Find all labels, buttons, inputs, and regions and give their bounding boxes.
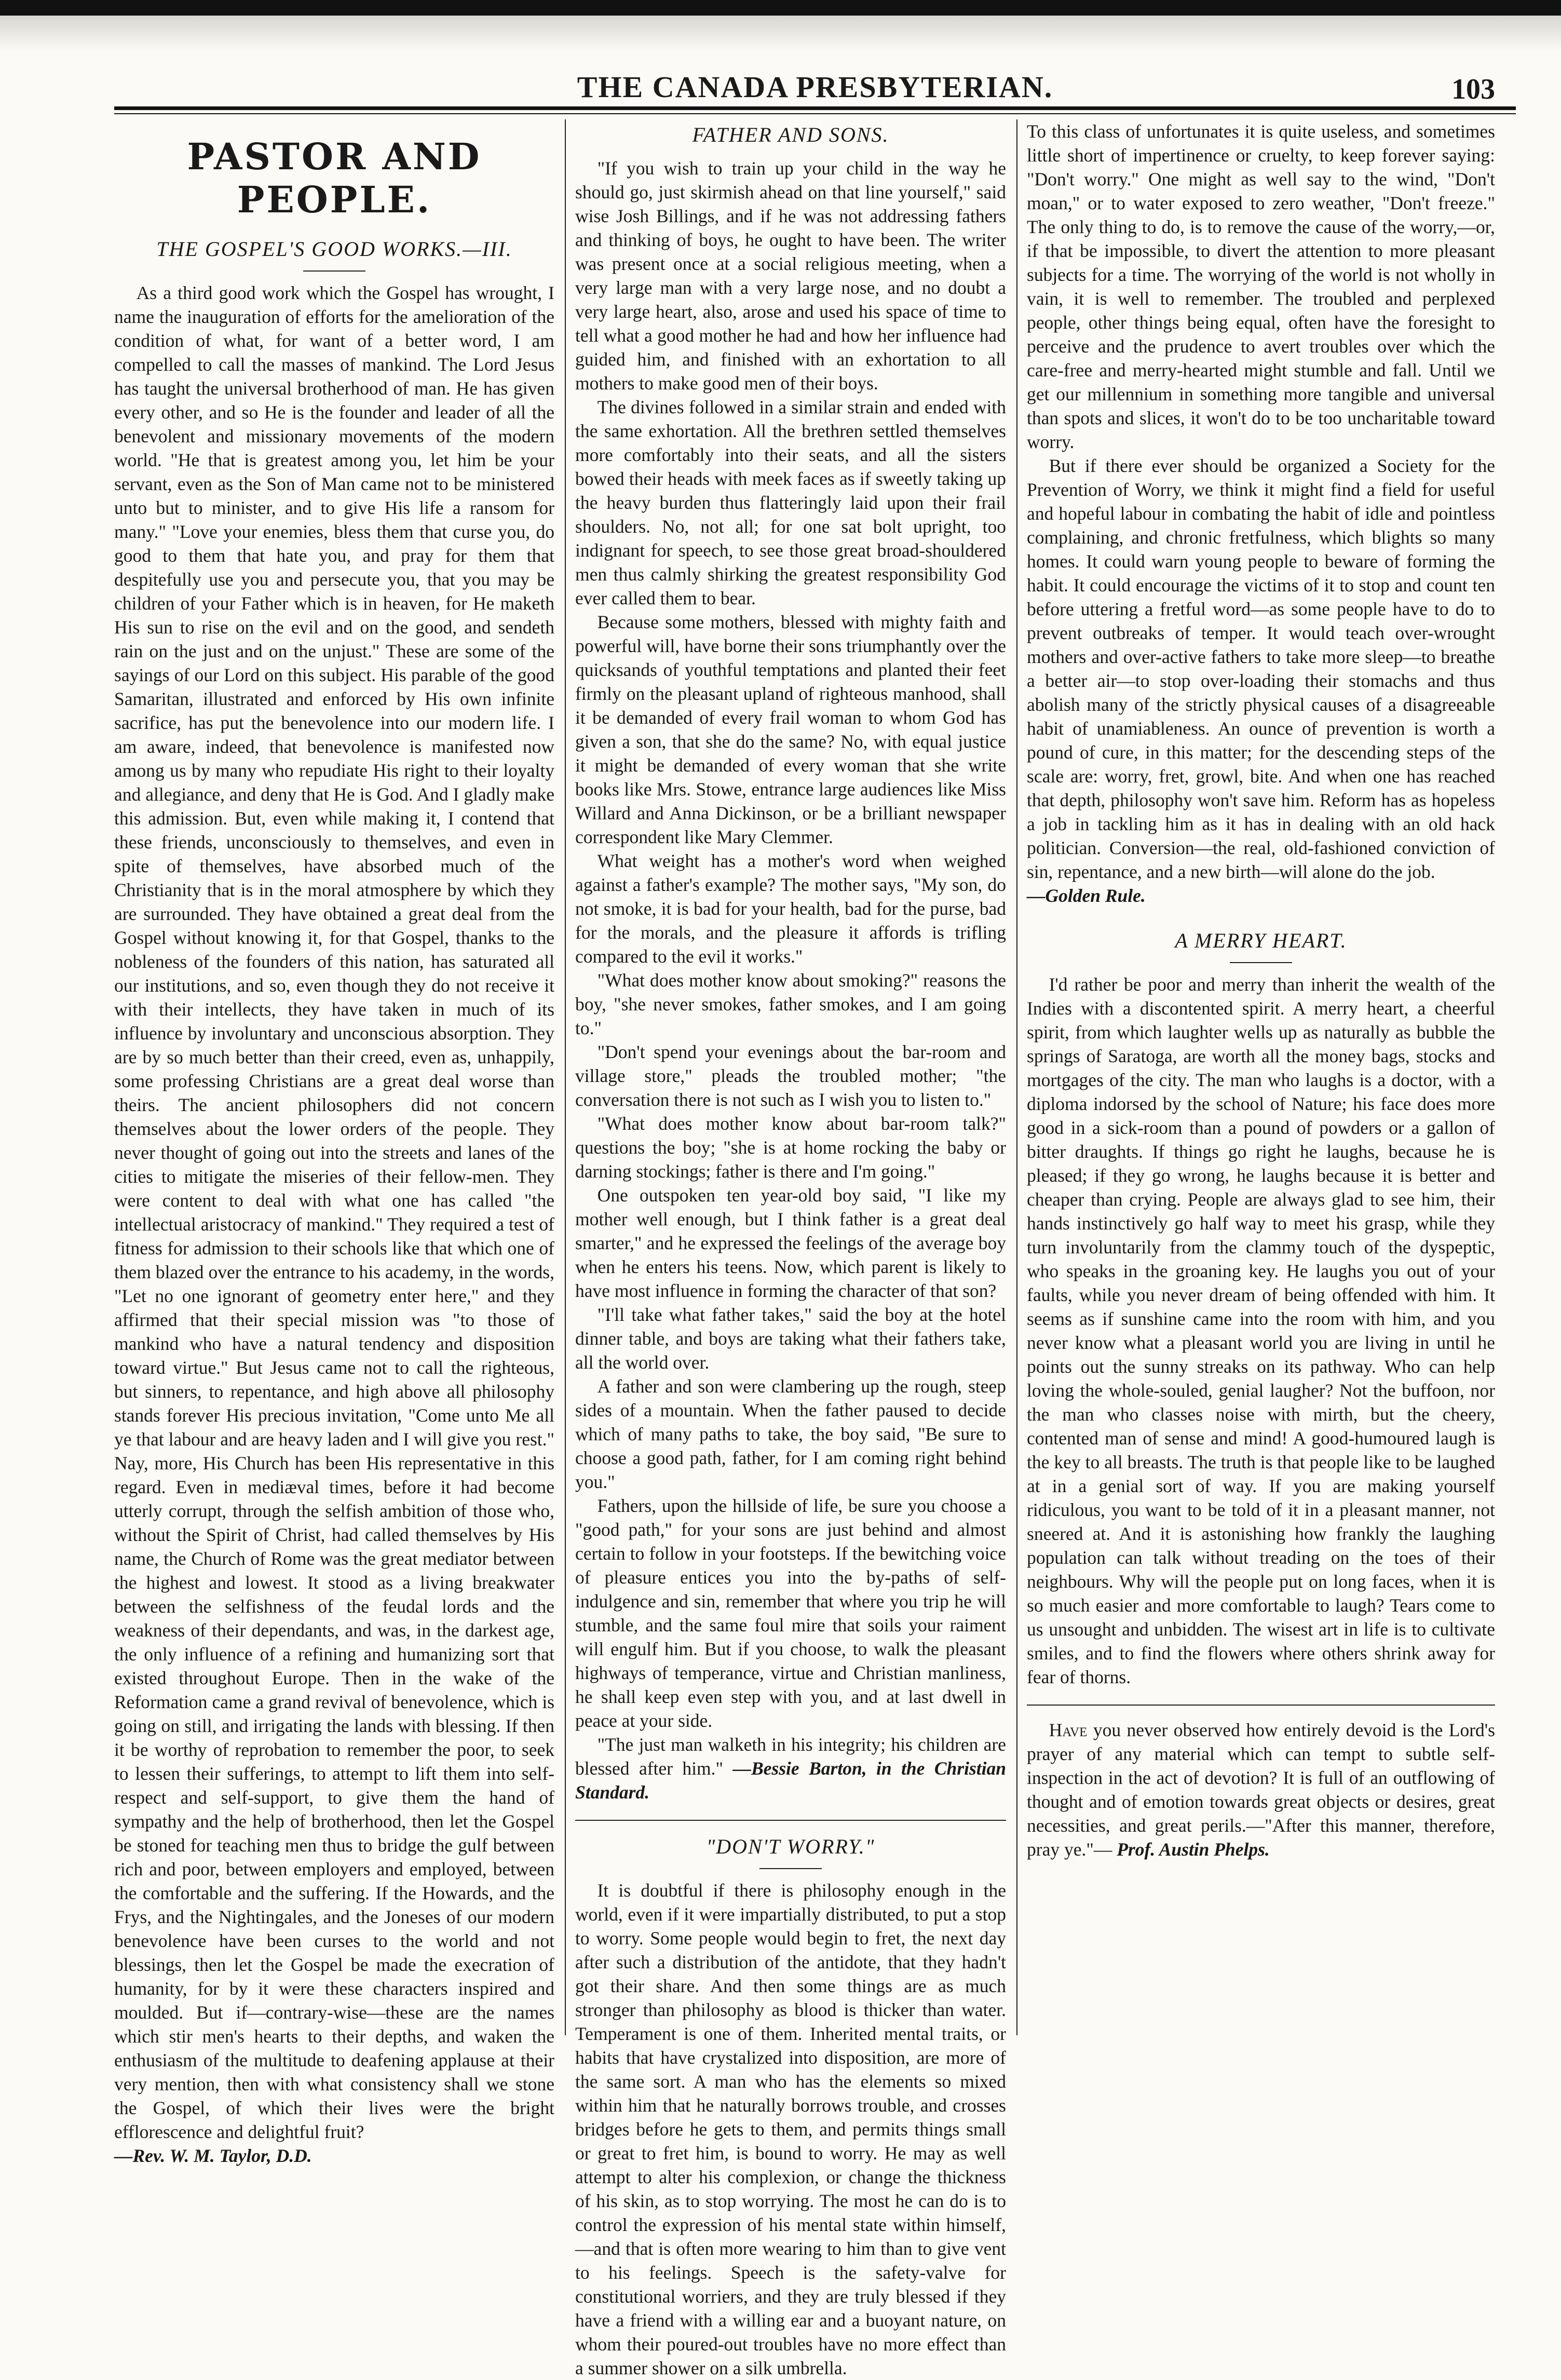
column-2	[575, 119, 1007, 2378]
article-paragraph: "Don't spend your evenings about the bar-room and village store," pleads the troubled mother; "the conversation there is not such as I wish you to listen to."	[575, 1042, 1006, 1110]
title-rule	[1230, 962, 1292, 963]
article-byline: —Rev. W. M. Taylor, D.D.	[114, 2145, 312, 2166]
masthead-rule-heavy	[114, 106, 1516, 110]
page-edge-shadow	[0, 16, 1561, 52]
article-paragraph: The divines followed in a similar strain and ended with the same exhortation. All the brethren settled themselves more comfortably into their seats, and all the sisters bowed their heads with meek faces as if sweetly taking up the heavy burden thus flatteringly laid upon their frail shoulders. No, not all; for one sat bolt upright, too indignant for speech, to see those great broad-shouldered men thus calmly shirking the greatest responsibility God ever called them to bear.	[575, 397, 1006, 608]
article-separator	[1027, 1705, 1495, 1706]
title-rule	[303, 271, 365, 272]
article-paragraph: "I'll take what father takes," said the boy at the hotel dinner table, and boys are taking what their fathers take, all the world over.	[575, 1304, 1006, 1373]
lead-word: Have	[1049, 1720, 1088, 1740]
article-paragraph: One outspoken ten year-old boy said, "I like my mother well enough, but I think father is a great deal smarter," and he expressed the feelings of the average boy when he enters his teens. Now, which parent is likely to have most influence in forming the character of that son?	[575, 1185, 1006, 1301]
article-paragraph: "If you wish to train up your child in the way he should go, just skirmish ahead on that line yourself," said wise Josh Billings, and if he was not addressing fathers and thinking of boys, he ought to have been. The writer was present once at a social religious meeting, when a very large man with a very large nose, and no doubt a very large heart, also, arose and used his space of time to tell what a good mother he had and how her influence had guided him, and finished with an exhortation to all mothers to make good men of their boys.	[575, 158, 1006, 394]
article-title: FATHER AND SONS.	[692, 123, 889, 146]
masthead	[114, 67, 1516, 104]
article-paragraph: Fathers, upon the hillside of life, be sure you choose a "good path," for your sons are just behind and almost certain to follow in your footsteps. If the bewitching voice of pleasure entices you into the by-paths of self-indulgence and sin, remember that where you trip he will stumble, and the same foul mire that soils your raiment will engulf him. But if you choose, to walk the pleasant highways of temperance, virtue and Christian manliness, he shall keep even step with you, and at last dwell in peace at your side.	[575, 1495, 1006, 1731]
prayer-paragraph: Have you never observed how entirely devoid is the Lord's prayer of any material which can tempt to subtle self-inspection in the act of devotion? It is full of an outflowing of thought and of emotion towards great objects or desires, great necessities, and great perils.—"After this manner, therefore, pray ye."— Prof. Austin Phelps.	[1027, 1720, 1495, 1860]
newspaper-title: THE CANADA PRESBYTERIAN.	[577, 70, 1053, 104]
masthead-rule-thin	[114, 113, 1516, 114]
article-paragraph: "The just man walketh in his integrity; his children are blessed after him." —Bessie Barton, in the Christian Standard.	[575, 1734, 1007, 1803]
title-rule	[759, 1868, 822, 1869]
column-3	[1027, 119, 1495, 2040]
article-continuation: To this class of unfortunates it is quite useless, and sometimes little short of impertinence or cruelty, to keep forever saying: "Don't worry." One might as well say to the wind, "Don't moan," or to water exposed to zero weather, "Don't freeze." The only thing to do, is to remove the cause of the worry,—or, if that be impossible, to divert the attention to more pleasant subjects for a time. The worrying of the world is not wholly in vain, it is well to remember. The troubled and perplexed people, other things being equal, often have the foresight to perceive and the prudence to avert troubles over which the care-free and merry-hearted might stumble and fall. Until we get our millennium in something more tangible and universal than spots and slices, it won't do to be too uncharitable toward worry.	[1027, 121, 1495, 452]
article-paragraph: A father and son were clambering up the rough, steep sides of a mountain. When the father paused to decide which of many paths to take, the boy said, "Be sure to choose a good path, father, for I am coming right behind you."	[575, 1376, 1006, 1492]
article-body: As a third good work which the Gospel has wrought, I name the inauguration of efforts for the amelioration of the condition of what, for want of a better word, I am compelled to call the masses of mankind. The Lord Jesus has taught the universal brotherhood of man. He has given every other, and so He is the founder and leader of all the benevolent and missionary movements of the modern world. "He that is greatest among you, let him be your servant, even as the Son of Man came not to be ministered unto but to minister, and to give His life a ransom for many." "Love your enemies, bless them that curse you, do good to them that hate you, and pray for them that despitefully use you and persecute you, that you may be children of your Father which is in heaven, for He maketh His sun to rise on the evil and on the good, and sendeth rain on the just and on the unjust." These are some of the sayings of our Lord on this subject. His parable of the good Samaritan, illustrated and enforced by His own infinite sacrifice, has put the benevolence into our modern life. I am aware, indeed, that benevolence is manifested now among us by many who repudiate His right to their loyalty and allegiance, and deny that He is God. And I gladly make this admission. But, even while making it, I contend that these friends, unconsciously to themselves, and even in spite of themselves, have absorbed much of the Christianity that is in the moral atmosphere by which they are surrounded. They have obtained a great deal from the Gospel without knowing it, for that Gospel, thanks to the nobleness of the founders of this nation, has saturated all our institutions, and so, even though they do not receive it with their intellects, they have taken in much of its influence by involuntary and unconscious absorption. They are by so much better than their creed, even as, unhappily, some professing Christians are a great deal worse than theirs. The ancient philosophers did not concern themselves about the lower orders of the people. They never thought of going out into the streets and lanes of the cities to mitigate the miseries of their fellow-men. They were content to deal with what one has called "the intellectual aristocracy of mankind." They required a test of fitness for admission to their schools like that which one of them blazed over the entrance to his academy, in the words, "Let no one ignorant of geometry enter here," and they affirmed that their special mission was "to those of mankind who have a natural tendency and disposition toward virtue." But Jesus came not to call the righteous, but sinners, to repentance, and high above all philosophy stands forever His precious invitation, "Come unto Me all ye that labour and are heavy laden and I will give you rest." Nay, more, His Church has been His representative in this regard. Even in mediæval times, before it had become utterly corrupt, through the selfish ambition of those who, without the Spirit of Christ, had called themselves by His name, the Church of Rome was the great mediator between the highest and lowest. It stood as a living breakwater between the selfishness of the feudal lords and the weakness of their dependants, and was, in the darkest age, the only influence of a refining and humanizing sort that existed throughout Europe. Then in the wake of the Reformation came a grand revival of benevolence, which is going on still, and irrigating the lands with blessing. If then it be worthy of reprobation to remember the poor, to seek to lessen their sufferings, to attempt to lift them into self-respect and self-support, to give them the hand of sympathy and the help of brotherhood, then let the Gospel be stoned for teaching men thus to bridge the gulf between rich and poor, between employers and employed, between the comfortable and the suffering. If the Howards, and the Frys, and the Nightingales, and the Joneses of our modern benevolence have been curses to the world and not blessings, then let the Gospel be made the execration of humanity, for by it were these characters inspired and moulded. But if—contrary-wise—these are the names which stir men's hearts to their depths, and waken the enthusiasm of the multitude to deafening applause at their very mention, then with what consistency shall we stone the Gospel, of which their lives were the bright efflorescence and delightful fruit?	[114, 282, 554, 2142]
article-paragraph: "What does mother know about bar-room talk?" questions the boy; "she is at home rocking the baby or darning stockings; father is there and I'm going."	[575, 1113, 1006, 1182]
article-title: THE GOSPEL'S GOOD WORKS.—III.	[156, 237, 512, 261]
article-title: "DON'T WORRY."	[706, 1835, 875, 1858]
column-divider	[565, 119, 566, 2035]
page-number: 103	[1451, 73, 1495, 105]
article-paragraph: What weight has a mother's word when weighed against a father's example? The mother says, "My son, do not smoke, it is bad for your health, bad for the purse, bad for the morals, and the pleasure it affords is trifling compared to the evil it works."	[575, 850, 1006, 967]
column-1	[114, 119, 554, 2166]
column-divider	[1016, 119, 1017, 2035]
article-title: A MERRY HEART.	[1175, 929, 1347, 952]
article-separator	[575, 1820, 1006, 1821]
article-paragraph: Because some mothers, blessed with mighty faith and powerful will, have borne their sons triumphantly over the quicksands of youthful temptations and planted their feet firmly on the pleasant upland of righteous manhood, shall it be demanded of every frail woman to whom God has given a son, that she do the same? No, with equal justice it might be demanded of every woman that she write books like Mrs. Stowe, entrance large audiences like Miss Willard and Anna Dickinson, or be a brilliant newspaper correspondent like Mary Clemmer.	[575, 612, 1006, 847]
article-byline: —Golden Rule.	[1027, 885, 1146, 906]
top-border	[0, 0, 1561, 16]
article-paragraph: I'd rather be poor and merry than inherit the wealth of the Indies with a discontented spirit. A merry heart, a cheerful spirit, from which laughter wells up as naturally as bubble the springs of Saratoga, are worth all the money bags, stocks and mortgages of the city. The man who laughs is a doctor, with a diploma indorsed by the school of Nature; his face does more good in a sick-room than a pound of powders or a gallon of bitter draughts. If things go right he laughs, because he is pleased; if they go wrong, he laughs because it is better and cheaper than crying. People are always glad to see him, their hands instinctively go half way to meet his grasp, while they turn involuntarily from the clammy touch of the dyspeptic, who speaks in the groaning key. He laughs you out of your faults, while you never dream of being offended with him. It seems as if sunshine came into the room with him, and you never know what a pleasant world you are living in until he points out the sunny streaks on its pathway. Who can help loving the whole-souled, genial laugher? Not the buffoon, nor the man who classes noise with mirth, but the cheery, contented man of sense and mind! A good-humoured laugh is the key to all breasts. The truth is that people like to be laughed at in a genial sort of way. If you are making yourself ridiculous, you want to be told of it in a pleasant manner, not sneered at. And it is astonishing how frankly the laughing population can talk without treading on the toes of their neighbours. Why will the people put on long faces, when it is so much easier and more comfortable to laugh? Tears come to us unsought and unbidden. The wisest art in life is to cultivate smiles, and to find the flowers where others shrink away for fear of thorns.	[1027, 974, 1495, 1687]
article-byline: —Bessie Barton, in the Christian Standard.	[575, 1758, 1007, 1803]
article-byline: Prof. Austin Phelps.	[1117, 1839, 1270, 1860]
article-paragraph: But if there ever should be organized a Society for the Prevention of Worry, we think it might find a field for useful and hopeful labour in combating the habit of idle and pointless complaining, and chronic fretfulness, which blights so many homes. It could warn young people to beware of forming the habit. It could encourage the victims of it to stop and count ten before uttering a fretful word—as some people have to do to prevent outbreaks of temper. It would teach over-wrought mothers and over-active fathers to take more sleep—to breathe a better air—to stop over-loading their stomachs and thus abolish many of the strictly physical causes of a disagreeable habit of unamiableness. An ounce of prevention is worth a pound of cure, in this matter; for the descending steps of the scale are: worry, fret, growl, bite. And when one has reached that depth, philosophy won't save him. Reform has as hopeless a job in tackling him as it has in dealing with an old hack politician. Conversion—the real, old-fashioned conviction of sin, repentance, and a new birth—will alone do the job.	[1027, 455, 1495, 882]
section-heading: PASTOR AND PEOPLE.	[187, 135, 482, 221]
article-paragraph: "What does mother know about smoking?" reasons the boy, "she never smokes, father smokes, and I am going to."	[575, 970, 1006, 1038]
article-paragraph: It is doubtful if there is philosophy enough in the world, even if it were impartially distributed, to put a stop to worry. Some people would begin to fret, the next day after such a distribution of the antidote, that they hadn't got their share. And then some things are as much stronger than philosophy as blood is thicker than water. Temperament is one of them. Inherited mental traits, or habits that have crystalized into disposition, are more of the same sort. A man who has the elements so mixed within him that he naturally borrows trouble, and crosses bridges before he gets to them, and permits things small or great to fret him, is bound to worry. He may as well attempt to alter his complexion, or change the thickness of his skin, as to stop worrying. The most he can do is to control the expression of his mental state within himself,—and that is often more wearing to him than to give vent to his feelings. Speech is the safety-valve for constitutional worriers, and they are truly blessed if they have a friend with a willing ear and a buoyant nature, on whom their poured-out troubles have no more effect than a summer shower on a silk umbrella.	[575, 1880, 1006, 2378]
